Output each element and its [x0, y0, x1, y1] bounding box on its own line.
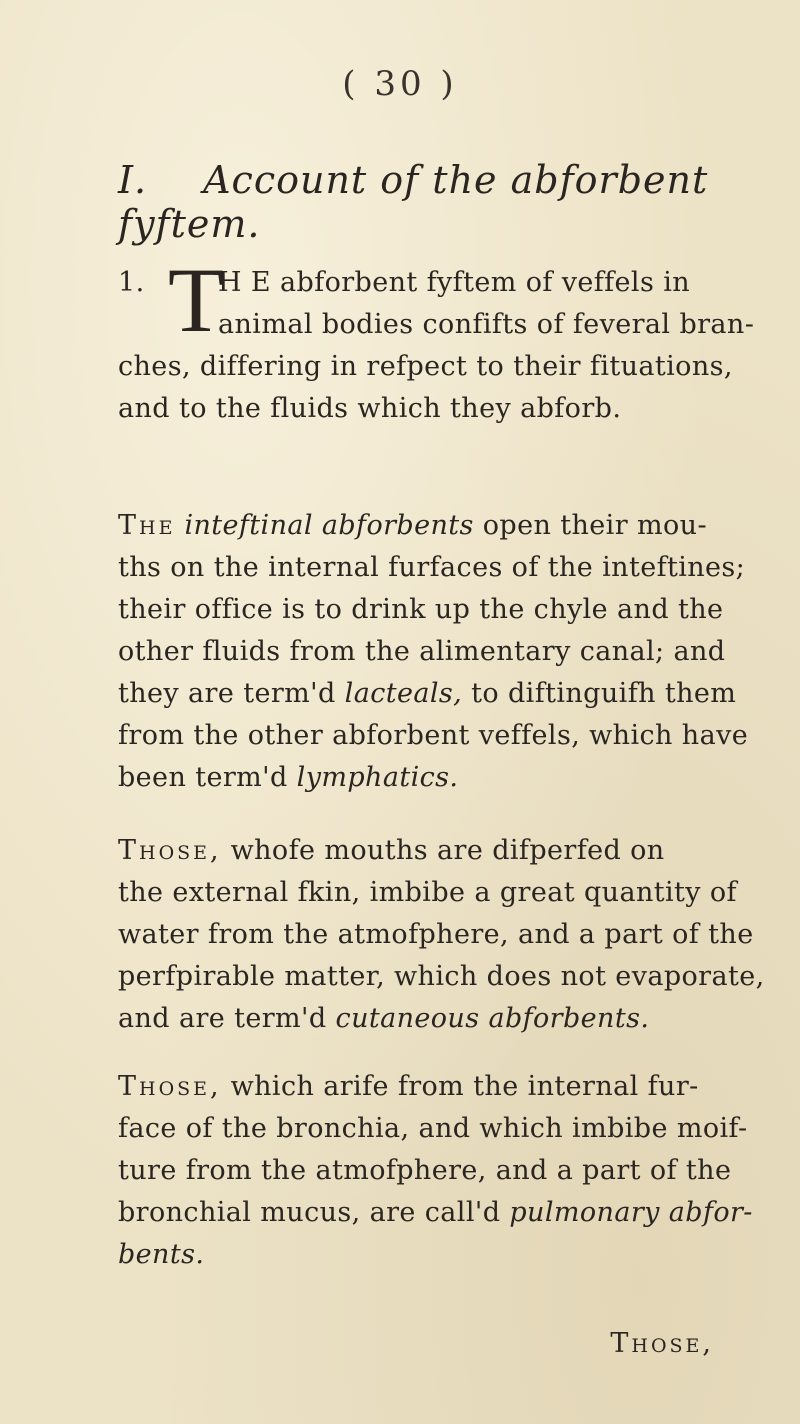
drop-cap: T	[168, 249, 225, 351]
text-fragment: which arife from the internal fur-	[230, 1071, 699, 1102]
text-line	[118, 830, 738, 872]
page-number: ( 30 )	[342, 64, 458, 104]
term-lacteals: lacteals,	[344, 678, 463, 709]
term-intestinal-absorbents: inteftinal abforbents	[184, 510, 474, 541]
text-line: water from the atmofphere, and a part of the	[118, 919, 754, 950]
text-fragment: and are term'd	[118, 1003, 327, 1034]
text-line: and to the fluids which they abforb.	[118, 393, 622, 424]
text-line: animal bodies confifts of feveral bran-	[218, 309, 755, 340]
text-line	[118, 673, 738, 715]
term-pulmonary-absorbents-cont: bents.	[118, 1239, 205, 1270]
text-line	[118, 505, 738, 547]
term-pulmonary-absorbents: pulmonary abfor-	[509, 1197, 753, 1228]
text-line: their office is to drink up the chyle and the	[118, 594, 724, 625]
text-line	[118, 1066, 738, 1108]
paragraph-4	[118, 1066, 753, 1276]
text-line	[118, 1192, 753, 1234]
text-fragment: bronchial mucus, are call'd	[118, 1197, 501, 1228]
text-line: H E abforbent fyftem of veffels in	[218, 267, 691, 298]
text-line	[118, 1234, 738, 1276]
text-fragment: whofe mouths are difperfed on	[230, 835, 665, 866]
catchword: Those,	[610, 1328, 714, 1359]
text-line: ches, differing in refpect to their fituations,	[118, 351, 733, 382]
term-lymphatics: lymphatics.	[296, 762, 459, 793]
text-fragment: open their mou-	[482, 510, 707, 541]
text-line: perfpirable matter, which does not evaporate,	[118, 961, 765, 992]
text-fragment: to diftinguifh them	[471, 678, 737, 709]
section-number: 1.	[118, 267, 145, 298]
text-line	[118, 998, 738, 1040]
text-line: other fluids from the alimentary canal; and	[118, 636, 726, 667]
text-line: the external fkin, imbibe a great quantity of	[118, 877, 737, 908]
paragraph-1	[118, 249, 755, 430]
paragraph-2	[118, 505, 749, 799]
lead-word: Those,	[118, 1071, 222, 1102]
paragraph-3	[118, 830, 765, 1040]
heading-title: Account of the abforbent fyftem.	[118, 158, 709, 246]
section-heading	[118, 158, 800, 246]
text-line: face of the bronchia, and which imbibe moif-	[118, 1113, 748, 1144]
lead-word: The	[118, 510, 176, 541]
text-fragment: they are term'd	[118, 678, 336, 709]
heading-numeral: I.	[118, 158, 148, 202]
lead-word: Those,	[118, 835, 222, 866]
text-line	[118, 757, 738, 799]
text-line: from the other abforbent veffels, which have	[118, 720, 749, 751]
text-line: ture from the atmofphere, and a part of the	[118, 1155, 732, 1186]
text-fragment: been term'd	[118, 762, 288, 793]
term-cutaneous-absorbents: cutaneous abforbents.	[335, 1003, 650, 1034]
text-line: ths on the internal furfaces of the inteftines;	[118, 552, 746, 583]
